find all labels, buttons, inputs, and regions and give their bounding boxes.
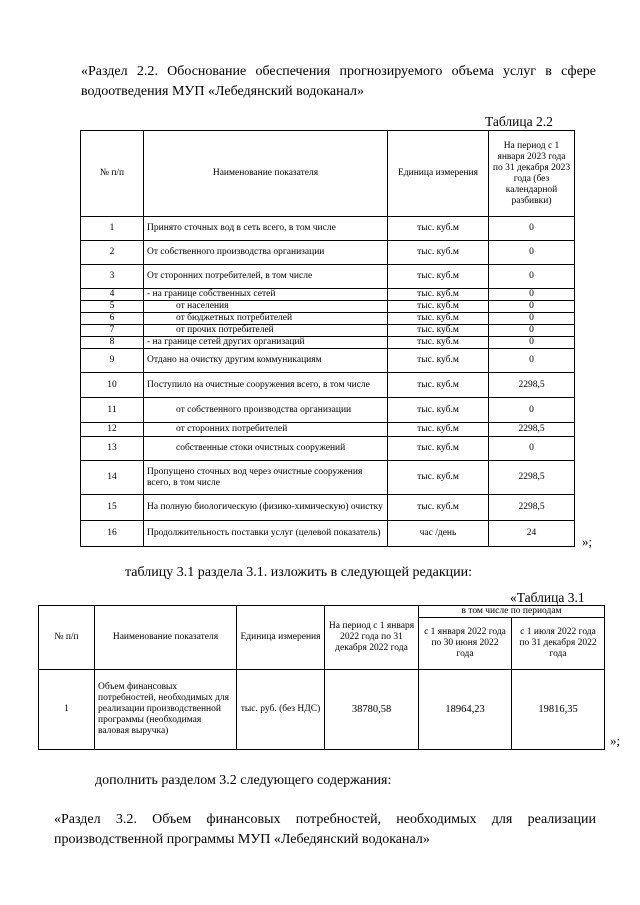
section-2-2-heading	[81, 62, 596, 102]
row-unit: тыс. куб.м	[388, 265, 489, 289]
row-name: от собственного производства организации	[144, 398, 388, 423]
row-num: 15	[81, 495, 144, 521]
row-num: 11	[81, 398, 144, 423]
section-3-2-heading	[54, 810, 596, 850]
header-period: На период с 1 января 2023 года по 31 декабря 2023 года (без календарной разбивки)	[489, 131, 575, 217]
row-name: от бюджетных потребителей	[144, 313, 388, 325]
row-name: Пропущено сточных вод через очистные сооружения всего, в том числе	[144, 461, 388, 495]
row-value: 2298,5	[489, 373, 575, 398]
row-num: 10	[81, 373, 144, 398]
row-unit: час /день	[388, 521, 489, 547]
table-3-1-header-row	[39, 606, 605, 618]
row-unit: тыс. куб.м	[388, 217, 489, 241]
table-row	[81, 423, 575, 437]
header-half2: с 1 июля 2022 года по 31 декабря 2022 года	[512, 618, 605, 670]
row-num: 13	[81, 437, 144, 461]
row-half1-value: 18964,23	[419, 670, 512, 750]
row-unit: тыс. куб.м	[388, 495, 489, 521]
row-value: 0	[489, 398, 575, 423]
header-period: На период с 1 января 2022 года по 31 декабря 2022 года	[325, 606, 419, 670]
row-unit: тыс. куб.м	[388, 423, 489, 437]
table-row	[81, 325, 575, 337]
header-num: № п/п	[81, 131, 144, 217]
table-2-2-closing-mark: »;	[582, 534, 593, 549]
section-3-2-heading-text: «Раздел 3.2. Объем финансовых потребностей, необходимых для реализации производственной программы МУП «Лебедянский водоканал»	[54, 812, 596, 847]
row-name: Объем финансовых потребностей, необходимых для реализации производственной программы (необходимая валовая выручка)	[95, 670, 237, 750]
row-num: 4	[81, 289, 144, 301]
row-value: 0	[489, 217, 575, 241]
instruction-section-3-2: дополнить разделом 3.2 следующего содержания:	[95, 773, 392, 788]
row-name: От сторонних потребителей, в том числе	[144, 265, 388, 289]
row-unit: тыс. куб.м	[388, 289, 489, 301]
row-value: 2298,5	[489, 423, 575, 437]
table-row	[81, 217, 575, 241]
table-row	[81, 461, 575, 495]
row-num: 14	[81, 461, 144, 495]
table-row	[81, 265, 575, 289]
row-name: - на границе собственных сетей	[144, 289, 388, 301]
row-unit: тыс. руб. (без НДС)	[237, 670, 325, 750]
table-row	[81, 437, 575, 461]
table-row	[81, 521, 575, 547]
row-value: 0	[489, 265, 575, 289]
row-name: Отдано на очистку другим коммуникациям	[144, 349, 388, 373]
row-num: 9	[81, 349, 144, 373]
table-3-1-caption: «Таблица 3.1	[510, 590, 585, 605]
row-name: От собственного производства организации	[144, 241, 388, 265]
row-value: 2298,5	[489, 495, 575, 521]
table-row	[39, 670, 605, 750]
table-row	[81, 373, 575, 398]
row-num: 5	[81, 301, 144, 313]
row-num: 7	[81, 325, 144, 337]
row-unit: тыс. куб.м	[388, 437, 489, 461]
row-unit: тыс. куб.м	[388, 461, 489, 495]
instruction-table-3-1: таблицу 3.1 раздела 3.1. изложить в следующей редакции:	[125, 565, 473, 580]
row-name: Продолжительность поставки услуг (целевой показатель)	[144, 521, 388, 547]
header-half1: с 1 января 2022 года по 30 июня 2022 года	[419, 618, 512, 670]
row-name: - на границе сетей других организаций	[144, 337, 388, 349]
row-value: 0	[489, 349, 575, 373]
row-num: 3	[81, 265, 144, 289]
section-2-2-heading-text: «Раздел 2.2. Обоснование обеспечения прогнозируемого объема услуг в сфере водоотведения МУП «Лебедянский водоканал»	[81, 64, 596, 99]
table-2-2	[80, 130, 575, 547]
table-row	[81, 289, 575, 301]
header-group: в том числе по периодам	[419, 606, 605, 618]
table-2-2-caption: Таблица 2.2	[485, 114, 553, 129]
row-name: Принято сточных вод в сеть всего, в том числе	[144, 217, 388, 241]
row-value: 0	[489, 289, 575, 301]
table-row	[81, 495, 575, 521]
row-unit: тыс. куб.м	[388, 337, 489, 349]
header-name: Наименование показателя	[144, 131, 388, 217]
row-value: 0	[489, 337, 575, 349]
row-num: 1	[39, 670, 95, 750]
row-num: 16	[81, 521, 144, 547]
table-row	[81, 398, 575, 423]
row-name: На полную биологическую (физико-химическую) очистку	[144, 495, 388, 521]
row-half2-value: 19816,35	[512, 670, 605, 750]
row-value: 0	[489, 325, 575, 337]
table-row	[81, 313, 575, 325]
row-value: 0	[489, 313, 575, 325]
row-name: от сторонних потребителей	[144, 423, 388, 437]
row-unit: тыс. куб.м	[388, 398, 489, 423]
header-num: № п/п	[39, 606, 95, 670]
table-3-1	[38, 605, 605, 750]
row-num: 2	[81, 241, 144, 265]
table-row	[81, 349, 575, 373]
row-num: 6	[81, 313, 144, 325]
row-name: собственные стоки очистных сооружений	[144, 437, 388, 461]
row-name: от прочих потребителей	[144, 325, 388, 337]
row-unit: тыс. куб.м	[388, 241, 489, 265]
row-unit: тыс. куб.м	[388, 325, 489, 337]
row-num: 1	[81, 217, 144, 241]
row-value: 0	[489, 241, 575, 265]
table-row	[81, 337, 575, 349]
table-2-2-header-row	[81, 131, 575, 217]
row-num: 12	[81, 423, 144, 437]
row-period-value: 38780,58	[325, 670, 419, 750]
row-name: от населения	[144, 301, 388, 313]
row-value: 0	[489, 437, 575, 461]
header-unit: Единица измерения	[237, 606, 325, 670]
table-3-1-closing-mark: »;	[610, 733, 621, 748]
row-unit: тыс. куб.м	[388, 313, 489, 325]
row-unit: тыс. куб.м	[388, 373, 489, 398]
row-unit: тыс. куб.м	[388, 349, 489, 373]
row-num: 8	[81, 337, 144, 349]
row-unit: тыс. куб.м	[388, 301, 489, 313]
header-name: Наименование показателя	[95, 606, 237, 670]
table-row	[81, 241, 575, 265]
header-unit: Единица измерения	[388, 131, 489, 217]
table-row	[81, 301, 575, 313]
row-value: 24	[489, 521, 575, 547]
row-value: 2298,5	[489, 461, 575, 495]
row-value: 0	[489, 301, 575, 313]
row-name: Поступило на очистные сооружения всего, в том числе	[144, 373, 388, 398]
